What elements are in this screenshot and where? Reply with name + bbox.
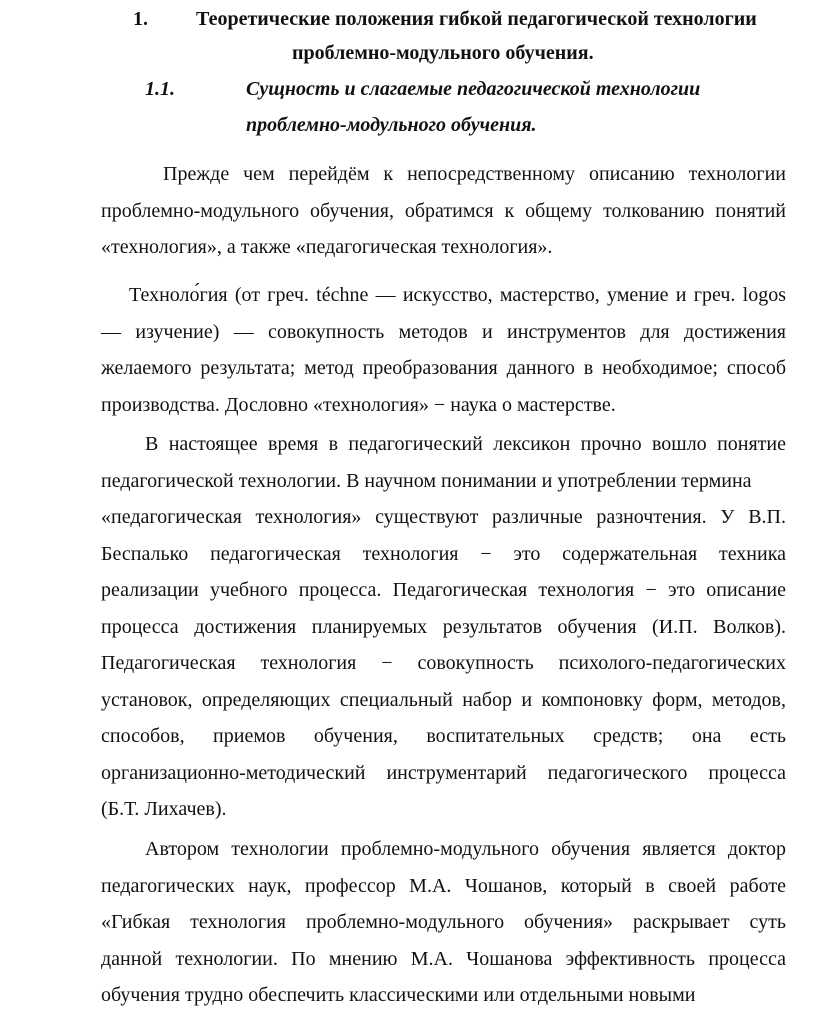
paragraph-line: проблемно-модульного обучения, обратимся к общему толкованию понятий — [101, 199, 786, 222]
heading-1-title-line-1: Теоретические положения гибкой педагогической технологии — [196, 8, 757, 30]
paragraph-line: педагогической технологии. В научном понимании и употреблении термина — [101, 469, 752, 492]
paragraph-line: «Гибкая технология проблемно-модульного обучения» раскрывает суть — [101, 911, 786, 933]
paragraph-line: установок, определяющих специальный набор и компоновку форм, методов, — [101, 688, 786, 711]
heading-2-title-line-1: Сущность и слагаемые педагогической технологии — [246, 78, 701, 100]
paragraph-line: желаемого результата; метод преобразования данного в необходимое; способ — [101, 357, 786, 379]
paragraph-1 — [101, 156, 786, 266]
paragraph-line: Техноло́гия (от греч. téchne — искусство, мастерство, умение и греч. logos — [129, 284, 786, 306]
heading-1-number: 1. — [133, 8, 148, 30]
paragraph-line: производства. Дословно «технология» − наука о мастерстве. — [101, 393, 616, 416]
paragraph-line: «технология», а также «педагогическая технология». — [101, 236, 553, 258]
heading-2-number: 1.1. — [145, 78, 175, 100]
paragraph-line: «педагогическая технология» существуют различные разночтения. У В.П. — [101, 506, 786, 528]
paragraph-line: данной технологии. По мнению М.А. Чошанова эффективность процесса — [101, 947, 786, 970]
paragraph-line: Автором технологии проблемно-модульного обучения является доктор — [145, 838, 786, 860]
paragraph-line: способов, приемов обучения, воспитательных средств; она есть — [101, 725, 786, 747]
paragraph-4 — [101, 831, 786, 1014]
paragraph-line: (Б.Т. Лихачев). — [101, 798, 227, 820]
paragraph-3 — [101, 426, 786, 828]
paragraph-line: педагогических наук, профессор М.А. Чошанов, который в своей работе — [101, 874, 786, 897]
paragraph-line: Прежде чем перейдём к непосредственному описанию технологии — [163, 163, 786, 185]
paragraph-line: организационно-методический инструментарий педагогического процесса — [101, 761, 786, 784]
paragraph-line: Беспалько педагогическая технология − это содержательная техника — [101, 542, 786, 565]
paragraph-line: реализации учебного процесса. Педагогическая технология − это описание — [101, 579, 786, 601]
paragraph-line: — изучение) — совокупность методов и инструментов для достижения — [101, 320, 786, 343]
paragraph-line: процесса достижения планируемых результатов обучения (И.П. Волков). — [101, 615, 786, 638]
paragraph-line: Педагогическая технология − совокупность психолого-педагогических — [101, 652, 786, 674]
heading-2-title-line-2: проблемно-модульного обучения. — [246, 114, 537, 136]
paragraph-line: В настоящее время в педагогический лексикон прочно вошло понятие — [145, 433, 786, 455]
paragraph-line: обучения трудно обеспечить классическими или отдельными новыми — [101, 984, 696, 1006]
paragraph-2 — [101, 277, 786, 423]
heading-1-title-line-2: проблемно-модульного обучения. — [292, 42, 594, 64]
